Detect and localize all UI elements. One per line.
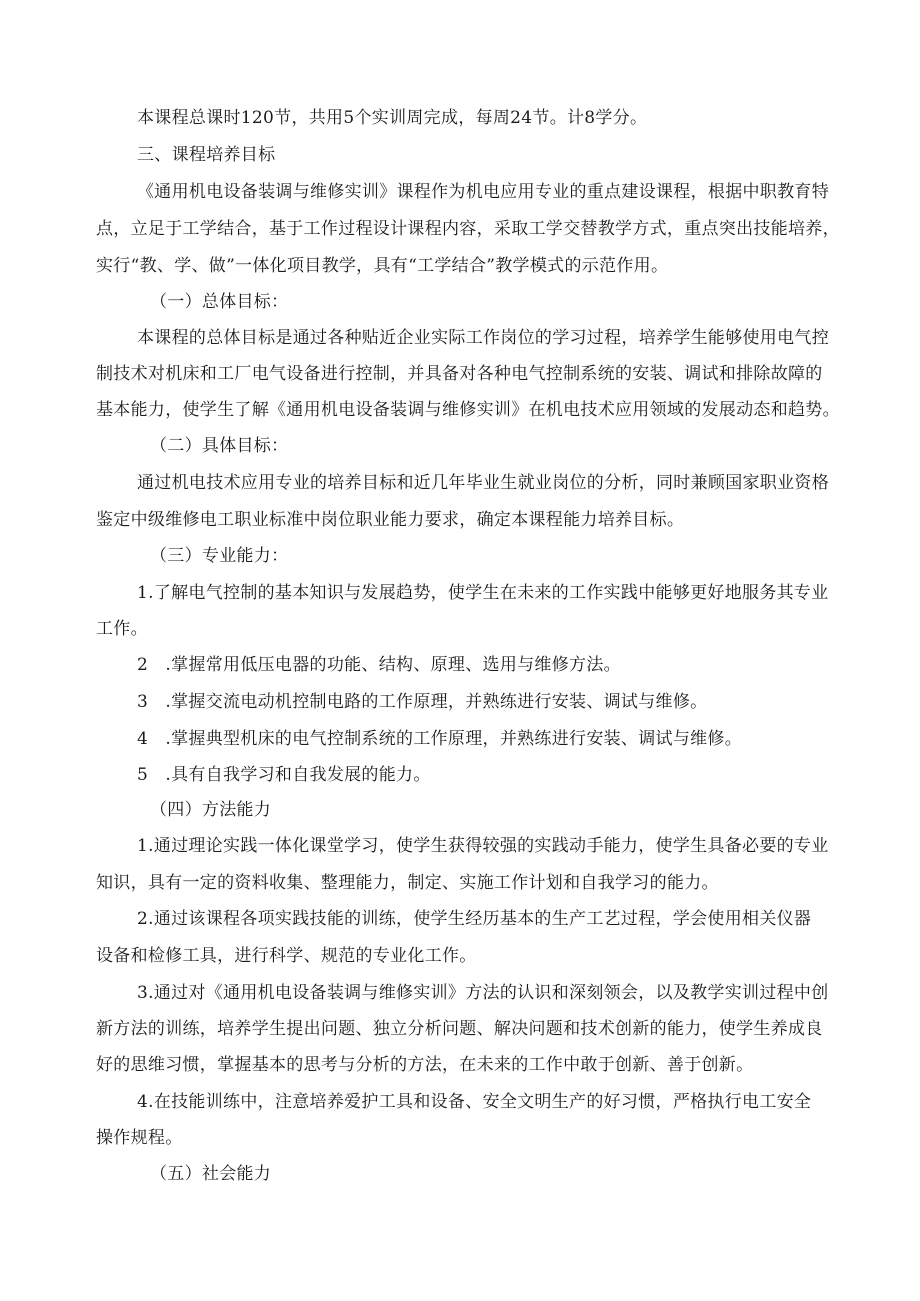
list-item: 5 .具有自我学习和自我发展的能力。 [137,765,431,785]
text-line: 设备和检修工具，进行科学、规范的专业化工作。 [96,946,477,966]
text-line: 实行“教、学、做”一体化项目教学，具有“工学结合”教学模式的示范作用。 [96,256,669,276]
text-line: 工作。 [96,619,148,639]
text-line: 制技术对机床和工厂电气设备进行控制，并具备对各种电气控制系统的安装、调试和排除故障的 [96,364,823,384]
text-line: 新方法的训练，培养学生提出问题、独立分析问题、解决问题和技术创新的能力，使学生养成良 [96,1019,823,1039]
list-item: 4.在技能训练中，注意培养爱护工具和设备、安全文明生产的好习惯，严格执行电工安全 [137,1092,812,1112]
list-item: 3 .掌握交流电动机控制电路的工作原理，并熟练进行安装、调试与维修。 [137,692,708,712]
section-heading: 三、课程培养目标 [137,145,276,165]
list-item: 3.通过对《通用机电设备装调与维修实训》方法的认识和深刻领会，以及教学实训过程中创 [137,983,829,1003]
text-line: 鉴定中级维修电工职业标准中岗位职业能力要求，确定本课程能力培养目标。 [96,510,685,530]
text-line: 点，立足于工学结合，基于工作过程设计课程内容，采取工学交替教学方式，重点突出技能培养， [96,219,840,239]
list-item: 2.通过该课程各项实践技能的训练，使学生经历基本的生产工艺过程，学会使用相关仪器 [137,909,812,929]
text-line: 《通用机电设备装调与维修实训》课程作为机电应用专业的重点建设课程，根据中职教育特 [137,182,829,202]
text-line: 好的思维习惯，掌握基本的思考与分析的方法，在未来的工作中敢于创新、善于创新。 [96,1055,754,1075]
text-line: 本课程总课时120节，共用5个实训周完成，每周24节。计8学分。 [137,108,648,128]
text-line: 知识，具有一定的资料收集、整理能力，制定、实施工作计划和自我学习的能力。 [96,873,719,893]
subsection-heading: （五）社会能力 [150,1164,272,1184]
text-line: 本课程的总体目标是通过各种贴近企业实际工作岗位的学习过程，培养学生能够使用电气控 [137,328,829,348]
text-line: 操作规程。 [96,1128,183,1148]
list-item: 4 .掌握典型机床的电气控制系统的工作原理，并熟练进行安装、调试与维修。 [137,729,743,749]
subsection-heading: （四）方法能力 [150,800,272,820]
subsection-heading: （一）总体目标： [150,292,289,312]
subsection-heading: （二）具体目标： [150,436,289,456]
list-item: 1.通过理论实践一体化课堂学习，使学生获得较强的实践动手能力，使学生具备必要的专业 [137,836,829,856]
text-line: 基本能力，使学生了解《通用机电设备装调与维修实训》在机电技术应用领域的发展动态和趋势。 [96,400,840,420]
text-line: 通过机电技术应用专业的培养目标和近几年毕业生就业岗位的分析，同时兼顾国家职业资格 [137,473,829,493]
list-item: 1.了解电气控制的基本知识与发展趋势，使学生在未来的工作实践中能够更好地服务其专业 [137,583,829,603]
list-item: 2 .掌握常用低压电器的功能、结构、原理、选用与维修方法。 [137,655,621,675]
subsection-heading: （三）专业能力： [150,546,289,566]
